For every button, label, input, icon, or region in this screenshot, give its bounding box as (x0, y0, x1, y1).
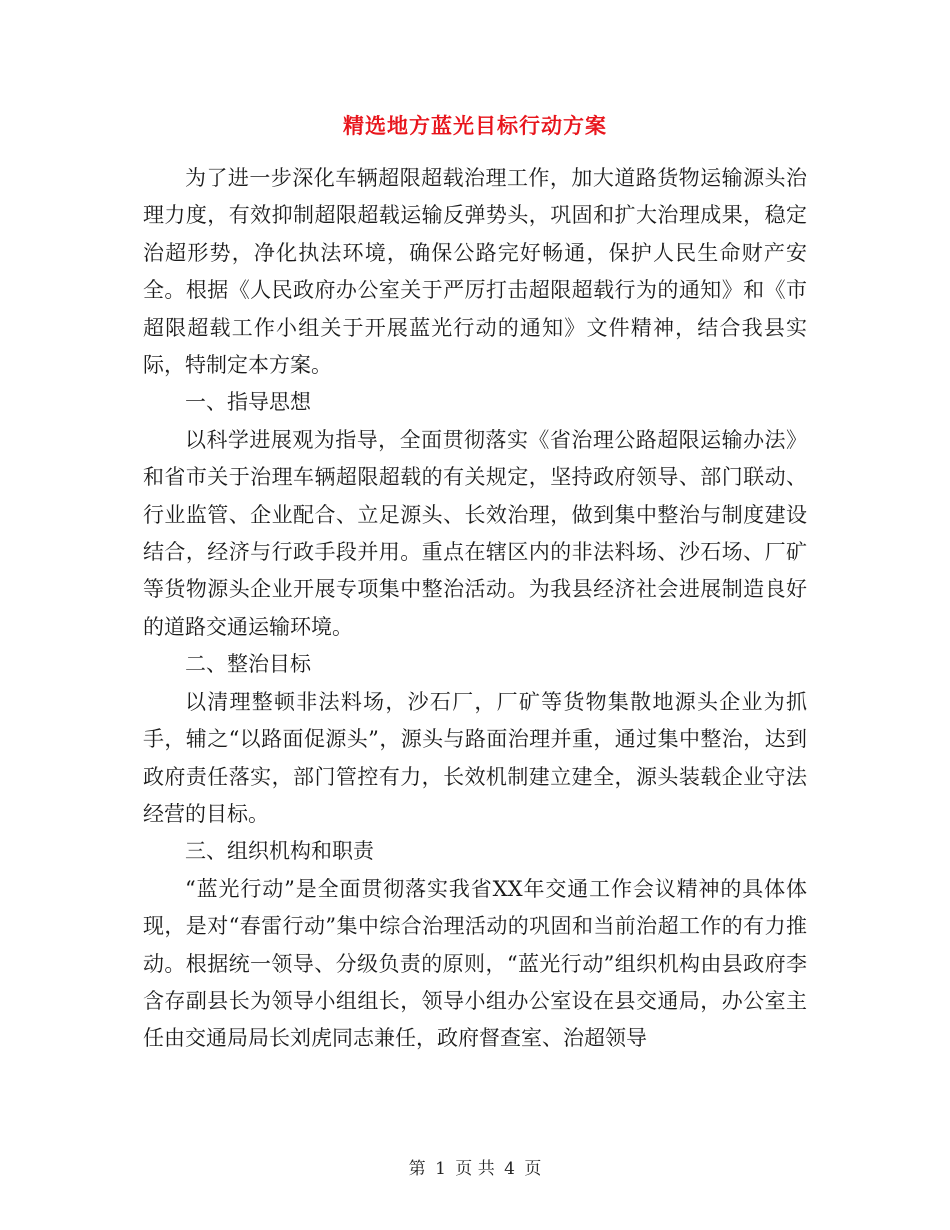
footer-prefix: 第 (408, 1159, 426, 1179)
section-paragraph-guiding-ideology: 以科学进展观为指导，全面贯彻落实《省治理公路超限运输办法》和省市关于治理车辆超限超载的有关规定，坚持政府领导、部门联动、行业监管、企业配合、立足源头、长效治理，做到集中整治与制度建设结合，经济与行政手段并用。重点在辖区内的非法料场、沙石场、厂矿等货物源头企业开展专项集中整治活动。为我县经济社会进展制造良好的道路交通运输环境。 (143, 427, 807, 639)
document-title: 精选地方蓝光目标行动方案 (343, 113, 607, 138)
section-paragraph-organization: “蓝光行动”是全面贯彻落实我省XX年交通工作会议精神的具体体现，是对“春雷行动”集中综合治理活动的巩固和当前治超工作的有力推动。根据统一领导、分级负责的原则，“蓝光行动”组织机构由县政府李含存副县长为领导小组组长，领导小组办公室设在县交通局，办公室主任由交通局局长刘虎同志兼任，政府督查室、治超领导 (143, 876, 807, 1051)
document-body (143, 160, 807, 1058)
section-heading-guiding-ideology: 一、指导思想 (185, 390, 311, 415)
section-heading-organization: 三、组织机构和职责 (185, 839, 374, 864)
footer-suffix: 页 (524, 1159, 542, 1179)
footer-current-page: 1 (435, 1159, 446, 1179)
footer-total-pages: 4 (504, 1159, 515, 1179)
page-footer (0, 1154, 950, 1179)
section-heading-goals: 二、整治目标 (185, 652, 311, 677)
section-paragraph-goals: 以清理整顿非法料场，沙石厂，厂矿等货物集散地源头企业为抓手，辅之“以路面促源头”，源头与路面治理并重，通过集中整治，达到政府责任落实，部门管控有力，长效机制建立建全，源头装载企业守法经营的目标。 (143, 689, 807, 826)
intro-paragraph: 为了进一步深化车辆超限超载治理工作，加大道路货物运输源头治理力度，有效抑制超限超载运输反弹势头，巩固和扩大治理成果，稳定治超形势，净化执法环境，确保公路完好畅通，保护人民生命财产安全。根据《人民政府办公室关于严厉打击超限超载行为的通知》和《市超限超载工作小组关于开展蓝光行动的通知》文件精神，结合我县实际，特制定本方案。 (143, 166, 807, 378)
footer-middle: 页 共 (455, 1159, 495, 1179)
